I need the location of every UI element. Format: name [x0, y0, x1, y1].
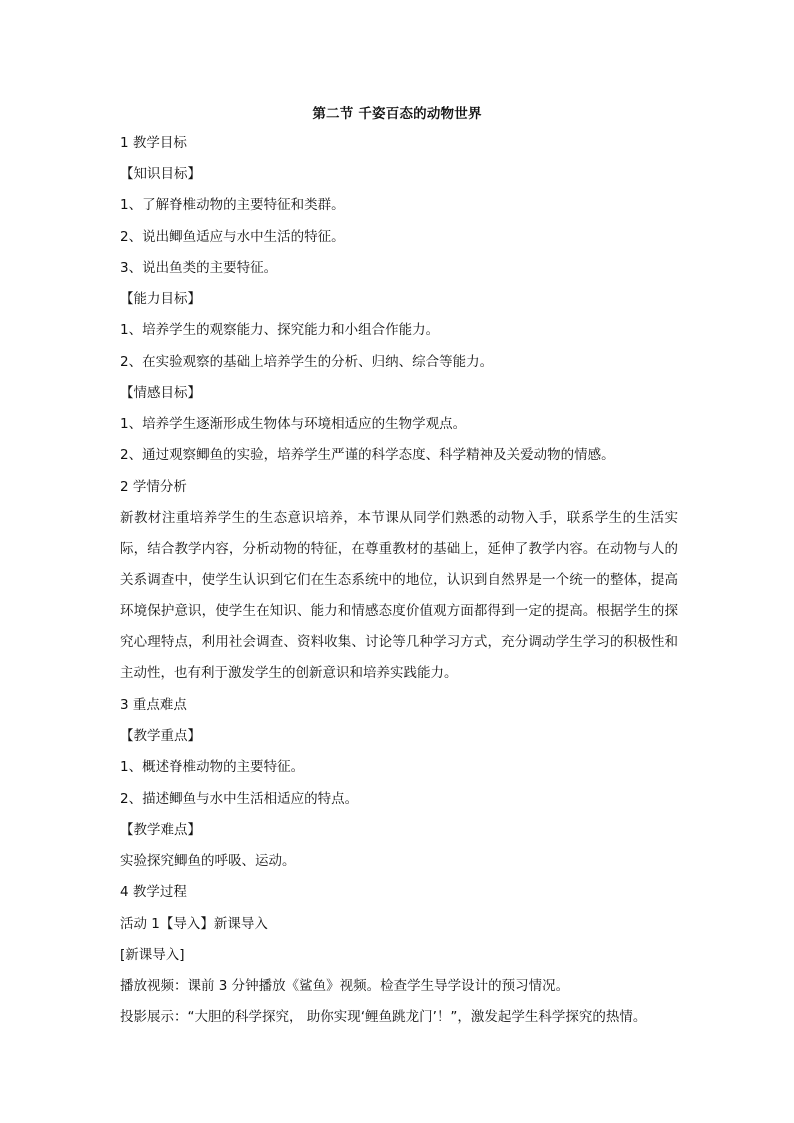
subheading-difficulty: 【教学难点】 — [120, 822, 201, 838]
ability-item-1: 1、培养学生的观察能力、探究能力和小组合作能力。 — [120, 322, 440, 338]
section-heading-objectives: 1 教学目标 — [120, 135, 187, 151]
section-heading-key-points: 3 重点难点 — [120, 697, 187, 713]
emotion-item-1: 1、培养学生逐渐形成生物体与环境相适应的生物学观点。 — [120, 416, 467, 432]
subheading-knowledge: 【知识目标】 — [120, 166, 201, 182]
subheading-ability: 【能力目标】 — [120, 291, 201, 307]
subheading-emotion: 【情感目标】 — [120, 385, 201, 401]
key-item-2: 2、描述鲫鱼与水中生活相适应的特点。 — [120, 791, 359, 807]
knowledge-item-1: 1、了解脊椎动物的主要特征和类群。 — [120, 197, 345, 213]
ability-item-2: 2、在实验观察的基础上培养学生的分析、归纳、综合等能力。 — [120, 354, 494, 370]
analysis-paragraph: 新教材注重培养学生的生态意识培养，本节课从同学们熟悉的动物入手，联系学生的生活实际，结合教学内容，分析动物的特征，在尊重教材的基础上，延伸了教学内容。在动物与人的关系调查中，使学生认识到它们在生态系统中的地位，认识到自然界是一个统一的整体，提高环境保护意识，使学生在知识、能力和情感态度价值观方面都得到一定的提高。根据学生的探究心理特点，利用社会调查、资料收集、讨论等几种学习方式，充分调动学生学习的积极性和主动性，也有利于激发学生的创新意识和培养实践能力。 — [120, 510, 678, 681]
knowledge-item-2: 2、说出鲫鱼适应与水中生活的特征。 — [120, 229, 345, 245]
section-heading-analysis: 2 学情分析 — [120, 479, 187, 495]
emotion-item-2: 2、通过观察鲫鱼的实验，培养学生严谨的科学态度、科学精神及关爱动物的情感。 — [120, 447, 615, 463]
projection-line: 投影展示：“大胆的科学探究， 助你实现‘鲤鱼跳龙门’！”，激发起学生科学探究的热情。 — [120, 1009, 647, 1025]
intro-label: [新课导入] — [120, 947, 185, 963]
section-heading-process: 4 教学过程 — [120, 884, 187, 900]
knowledge-item-3: 3、说出鱼类的主要特征。 — [120, 260, 278, 276]
subheading-key: 【教学重点】 — [120, 728, 201, 744]
activity-1: 活动 1【导入】新课导入 — [120, 916, 268, 932]
video-line: 播放视频：课前 3 分钟播放《鲨鱼》视频。检查学生导学设计的预习情况。 — [120, 978, 570, 994]
difficulty-item-1: 实验探究鲫鱼的呼吸、运动。 — [120, 853, 296, 869]
page-title: 第二节 千姿百态的动物世界 — [312, 106, 482, 122]
key-item-1: 1、概述脊椎动物的主要特征。 — [120, 759, 305, 775]
